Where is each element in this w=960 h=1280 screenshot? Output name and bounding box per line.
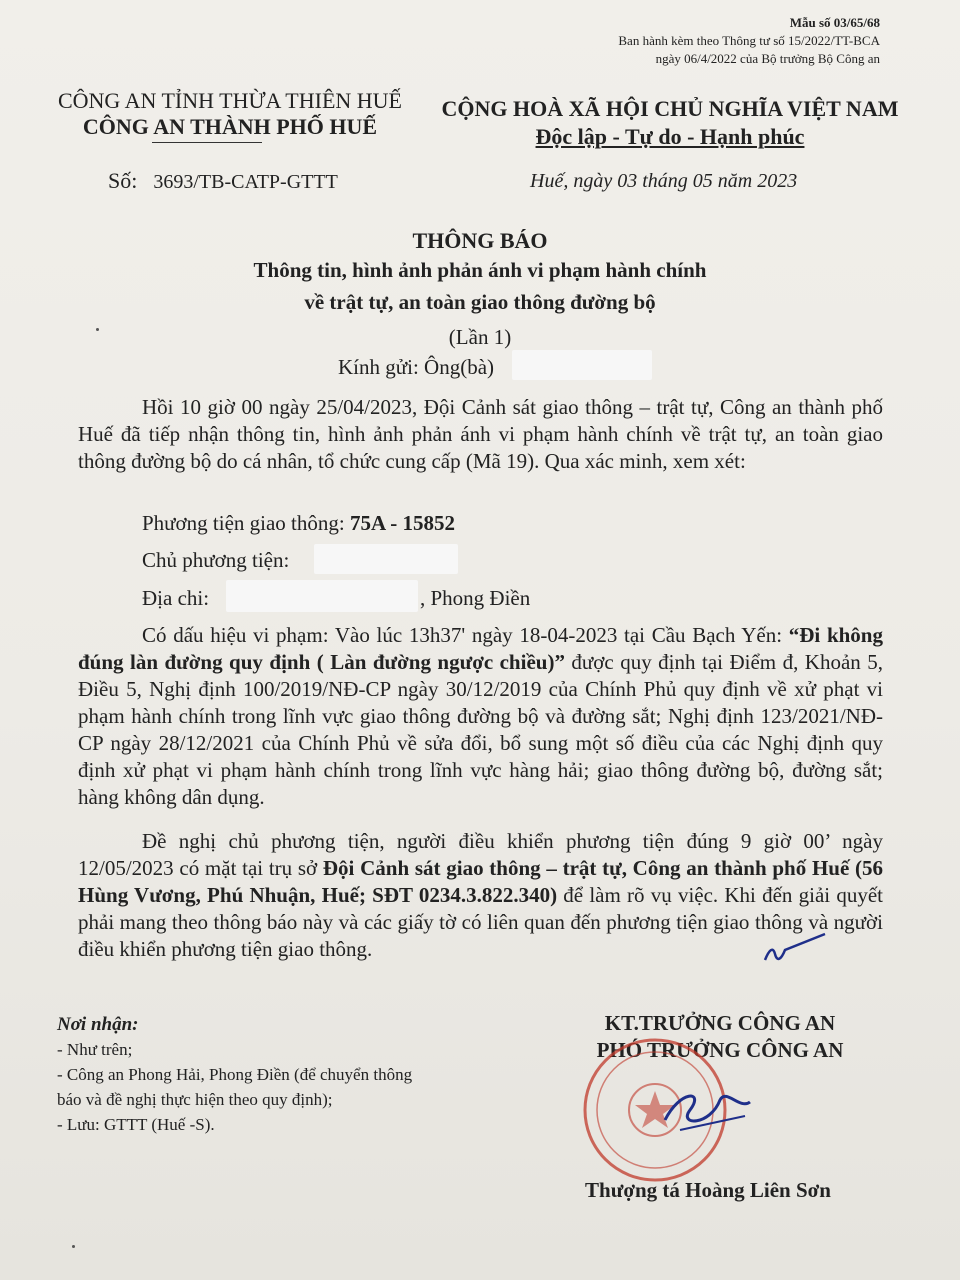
signature-icon bbox=[650, 1080, 760, 1140]
recipients-title: Nơi nhận: bbox=[57, 1014, 139, 1035]
address-line bbox=[142, 585, 209, 612]
recipients-item: - Như trên; bbox=[57, 1040, 133, 1059]
violation-rest: được quy định tại Điểm đ, Khoản 5, Điều 5, Nghị định 100/2019/NĐ-CP ngày 30/12/2019 của Chính Phủ quy định về xử phạt vi phạm hành chính trong lĩnh vực giao thông đường bộ và đường sắt; Nghị định 123/2021/NĐ-CP ngày 28/12/2021 của Chính Phủ về sửa đổi, bổ sung một số điều của các Nghị định quy định xử phạt vi phạm hành chính trong lĩnh vực hàng hải; giao thông đường bộ, đường sắt; hàng không dân dụng. bbox=[78, 650, 883, 809]
doc-number-value: 3693/TB-CATP-GTTT bbox=[153, 171, 338, 193]
form-code: Mẫu số 03/65/68 bbox=[789, 15, 880, 30]
agency-name: CÔNG AN THÀNH PHỐ HUẾ bbox=[82, 114, 378, 139]
redacted-owner bbox=[314, 544, 458, 574]
request-bold: Đội Cảnh sát giao thông – trật tự, Công an thành phố Huế (56 Hùng Vương, Phú Nhuận, Huế; SĐT 0234.3.822.340) bbox=[78, 856, 883, 907]
vehicle-line bbox=[142, 510, 455, 537]
form-header bbox=[618, 14, 880, 68]
address-suffix: , Phong Điền bbox=[420, 586, 531, 610]
redacted-recipient bbox=[512, 350, 652, 380]
recipients-item: - Lưu: GTTT (Huế -S). bbox=[57, 1115, 215, 1134]
nation-header bbox=[430, 96, 910, 152]
vehicle-plate: 75A - 15852 bbox=[349, 511, 455, 535]
violation-quote: “Đi không đúng làn đường quy định ( Làn đường ngược chiều)” bbox=[78, 623, 883, 674]
redacted-address bbox=[226, 580, 418, 612]
signer-title-2: PHÓ TRƯỞNG CÔNG AN bbox=[596, 1038, 844, 1062]
form-header-line3: ngày 06/4/2022 của Bộ trưởng Bộ Công an bbox=[655, 51, 880, 66]
paragraph-intro: Hồi 10 giờ 00 ngày 25/04/2023, Đội Cảnh sát giao thông – trật tự, Công an thành phố Huế đã tiếp nhận thông tin, hình ảnh phản ánh vi phạm hành chính về trật tự, an toàn giao thông đường bộ do cá nhân, tổ chức cung cấp (Mã 19). Qua xác minh, xem xét: bbox=[78, 395, 883, 473]
paragraph-violation bbox=[78, 622, 883, 811]
speck bbox=[96, 328, 99, 331]
doc-number-label: Số: bbox=[108, 168, 138, 193]
nation-motto: Độc lập - Tự do - Hạnh phúc bbox=[535, 124, 805, 149]
owner-line bbox=[142, 547, 289, 574]
handwritten-mark-icon bbox=[755, 920, 835, 970]
speck bbox=[72, 1245, 75, 1248]
agency-underline bbox=[152, 142, 262, 143]
doc-subtitle-1: Thông tin, hình ảnh phản ánh vi phạm hành chính bbox=[253, 258, 707, 282]
vehicle-label: Phương tiện giao thông: bbox=[142, 511, 345, 535]
signer-name: Thượng tá Hoàng Liên Sơn bbox=[585, 1178, 831, 1202]
doc-subtitle-2: về trật tự, an toàn giao thông đường bộ bbox=[304, 290, 656, 314]
agency-header bbox=[40, 88, 420, 140]
doc-number bbox=[108, 168, 338, 194]
recipients-item: báo và đề nghị thực hiện theo quy định); bbox=[57, 1090, 333, 1109]
signer-title-1: KT.TRƯỞNG CÔNG AN bbox=[604, 1011, 836, 1035]
recipient-label: Kính gửi: Ông(bà) bbox=[338, 355, 495, 379]
doc-title: THÔNG BÁO bbox=[412, 228, 548, 253]
recipients-block bbox=[57, 1012, 412, 1137]
agency-parent: CÔNG AN TỈNH THỪA THIÊN HUẾ bbox=[57, 88, 402, 113]
nation-name: CỘNG HOÀ XÃ HỘI CHỦ NGHĨA VIỆT NAM bbox=[441, 96, 899, 121]
recipient-line bbox=[338, 354, 494, 381]
request-p2: để làm rõ vụ việc. Khi đến giải quyết phải mang theo thông báo này và các giấy tờ có liên quan đến phương tiện giao thông và người điều khiển phương tiện giao thông. bbox=[78, 883, 883, 961]
owner-label: Chủ phương tiện: bbox=[142, 548, 290, 572]
date-line: Huế, ngày 03 tháng 05 năm 2023 bbox=[530, 170, 798, 192]
form-header-line2: Ban hành kèm theo Thông tư số 15/2022/TT-BCA bbox=[618, 33, 880, 48]
recipients-item: - Công an Phong Hải, Phong Điền (để chuyển thông bbox=[57, 1065, 413, 1084]
violation-intro: Có dấu hiệu vi phạm: Vào lúc 13h37' ngày 18-04-2023 tại Cầu Bạch Yến: bbox=[142, 623, 783, 647]
doc-round: (Lần 1) bbox=[448, 325, 512, 349]
request-p1: Đề nghị chủ phương tiện, người điều khiển phương tiện đúng 9 giờ 00’ ngày 12/05/2023 có mặt tại trụ sở bbox=[78, 829, 883, 880]
address-label: Địa chi: bbox=[142, 586, 210, 610]
